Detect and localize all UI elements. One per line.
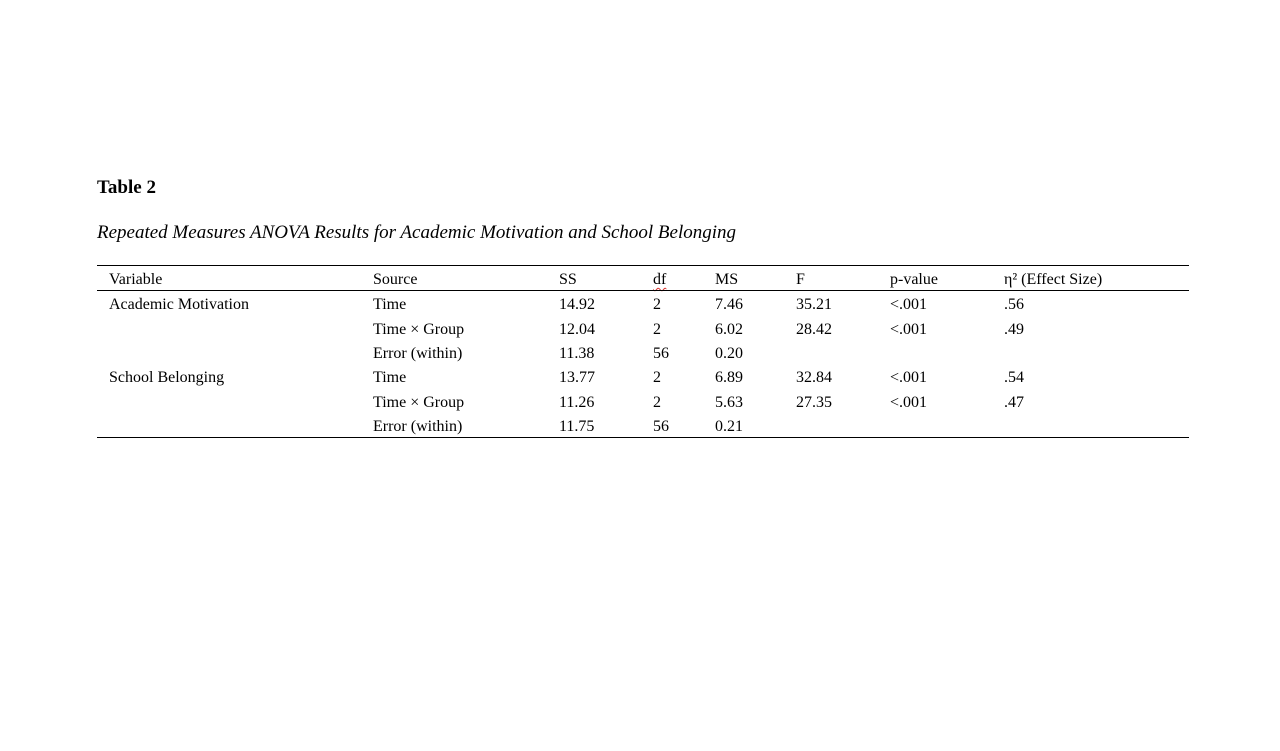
cell-effect-size: .54	[1004, 369, 1024, 386]
column-header-effect-size: η² (Effect Size)	[1004, 271, 1103, 288]
table-row	[0, 293, 1280, 317]
cell-ms: 5.63	[715, 394, 743, 411]
cell-ms: 0.20	[715, 345, 743, 362]
cell-df: 56	[653, 418, 669, 435]
table-number: Table 2	[97, 177, 156, 198]
cell-df: 2	[653, 296, 661, 313]
column-header-ms: MS	[715, 271, 739, 288]
cell-ss: 11.38	[559, 345, 595, 362]
table-row	[0, 366, 1280, 390]
cell-p-value: <.001	[890, 369, 928, 386]
cell-effect-size: .47	[1004, 394, 1024, 411]
cell-variable: Academic Motivation	[109, 296, 249, 313]
table-row	[0, 342, 1280, 366]
cell-ss: 11.75	[559, 418, 595, 435]
column-header-f: F	[796, 271, 805, 288]
cell-ms: 6.02	[715, 321, 743, 338]
column-header-df: df	[653, 271, 667, 288]
cell-p-value: <.001	[890, 321, 928, 338]
cell-effect-size: .56	[1004, 296, 1024, 313]
table-header-row	[0, 268, 1280, 292]
table-row	[0, 318, 1280, 342]
cell-variable: School Belonging	[109, 369, 225, 386]
cell-source: Error (within)	[373, 418, 463, 435]
cell-ss: 11.26	[559, 394, 595, 411]
table-bottom-rule	[97, 437, 1189, 438]
cell-f: 27.35	[796, 394, 832, 411]
cell-source: Time × Group	[373, 394, 465, 411]
cell-effect-size: .49	[1004, 321, 1024, 338]
cell-source: Time × Group	[373, 321, 465, 338]
table-header-rule	[97, 290, 1189, 291]
column-header-ss: SS	[559, 271, 577, 288]
cell-ms: 6.89	[715, 369, 743, 386]
cell-f: 35.21	[796, 296, 832, 313]
column-header-source: Source	[373, 271, 418, 288]
table-top-rule	[97, 265, 1189, 266]
cell-source: Time	[373, 296, 407, 313]
table-row	[0, 391, 1280, 415]
table-caption: Repeated Measures ANOVA Results for Academic Motivation and School Belonging	[97, 222, 737, 243]
cell-f: 28.42	[796, 321, 832, 338]
cell-ss: 12.04	[559, 321, 595, 338]
cell-p-value: <.001	[890, 394, 928, 411]
cell-f: 32.84	[796, 369, 832, 386]
cell-ms: 7.46	[715, 296, 743, 313]
cell-p-value: <.001	[890, 296, 928, 313]
column-header-variable: Variable	[109, 271, 163, 288]
cell-ss: 14.92	[559, 296, 595, 313]
cell-ms: 0.21	[715, 418, 743, 435]
cell-df: 2	[653, 321, 661, 338]
cell-ss: 13.77	[559, 369, 595, 386]
cell-df: 56	[653, 345, 669, 362]
cell-df: 2	[653, 369, 661, 386]
column-header-p-value: p-value	[890, 271, 938, 288]
cell-source: Time	[373, 369, 407, 386]
cell-df: 2	[653, 394, 661, 411]
cell-source: Error (within)	[373, 345, 463, 362]
table-row	[0, 415, 1280, 439]
